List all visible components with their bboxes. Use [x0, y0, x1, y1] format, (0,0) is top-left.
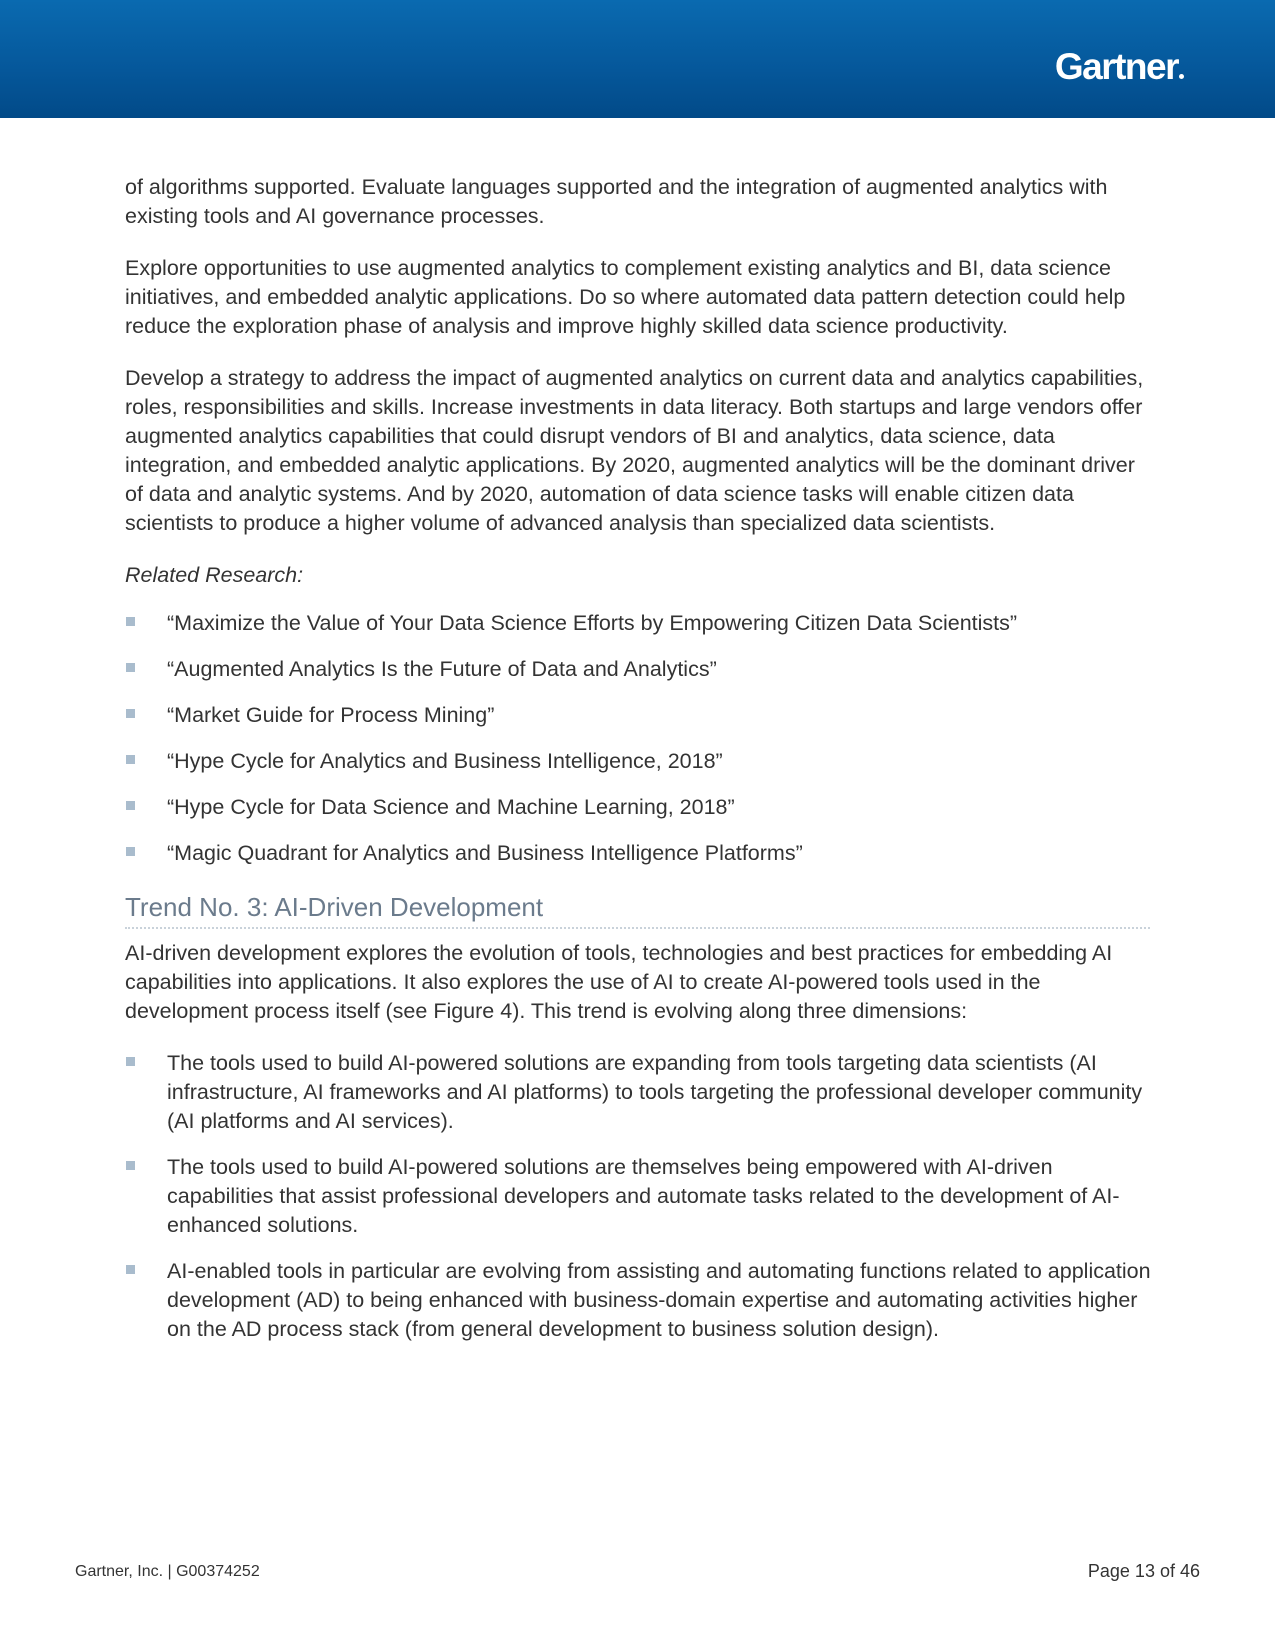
bullet-square-icon: [126, 709, 135, 718]
bullet-square-icon: [126, 1265, 135, 1274]
gartner-logo: [1055, 48, 1184, 85]
related-research-item: [125, 609, 1155, 638]
related-research-text: “Maximize the Value of Your Data Science Efforts by Empowering Citizen Data Scientists”: [167, 611, 1018, 635]
related-research-label: Related Research:: [125, 563, 304, 587]
dimension-text: The tools used to build AI-powered solutions are expanding from tools targeting data scientists (AI infrastructure, AI frameworks and AI platforms) to tools targeting the professional developer community (AI platforms and AI services).: [167, 1051, 1143, 1133]
logo-dot-icon: [1179, 74, 1184, 79]
section-intro-paragraph: AI-driven development explores the evolution of tools, technologies and best practices for embedding AI capabilities into applications. It also explores the use of AI to create AI-powered tools used in the development process itself (see Figure 4). This trend is evolving along three dimensions:: [125, 941, 1113, 1023]
page-content: [125, 173, 1155, 1361]
body-paragraph-3: Develop a strategy to address the impact of augmented analytics on current data and analytics capabilities, roles, responsibilities and skills. Increase investments in data literacy. Both startups and large vendors offer augmented analytics capabilities that could disrupt vendors of BI and analytics, data science, data integration, and embedded analytic applications. By 2020, augmented analytics will be the dominant driver of data and analytic systems. And by 2020, automation of data science tasks will enable citizen data scientists to produce a higher volume of advanced analysis than specialized data scientists.: [125, 366, 1144, 535]
bullet-square-icon: [126, 1057, 135, 1066]
header-band: [0, 0, 1275, 118]
dimensions-list: [125, 1049, 1155, 1344]
related-research-text: “Hype Cycle for Data Science and Machine Learning, 2018”: [167, 795, 735, 819]
related-research-text: “Augmented Analytics Is the Future of Data and Analytics”: [167, 657, 717, 681]
footer-page-number: Page 13 of 46: [1087, 1561, 1200, 1581]
bullet-square-icon: [126, 847, 135, 856]
section-heading: Trend No. 3: AI-Driven Development: [125, 892, 544, 922]
footer-document-id: Gartner, Inc. | G00374252: [75, 1563, 260, 1580]
bullet-square-icon: [126, 617, 135, 626]
related-research-item: [125, 839, 1155, 868]
dimension-text: AI-enabled tools in particular are evolving from assisting and automating functions related to application development (AD) to being enhanced with business-domain expertise and automating activities higher on the AD process stack (from general development to business solution design).: [167, 1259, 1151, 1341]
related-research-item: [125, 655, 1155, 684]
related-research-text: “Hype Cycle for Analytics and Business Intelligence, 2018”: [167, 749, 723, 773]
dimension-item: [125, 1153, 1155, 1240]
related-research-text: “Market Guide for Process Mining”: [167, 703, 495, 727]
logo-text: Gartner: [1054, 46, 1178, 87]
dimension-text: The tools used to build AI-powered solutions are themselves being empowered with AI-driven capabilities that assist professional developers and automate tasks related to the development of AI-enhanced solutions.: [167, 1155, 1120, 1237]
bullet-square-icon: [126, 801, 135, 810]
related-research-text: “Magic Quadrant for Analytics and Business Intelligence Platforms”: [167, 841, 803, 865]
dimension-item: [125, 1049, 1155, 1136]
bullet-square-icon: [126, 663, 135, 672]
bullet-square-icon: [126, 755, 135, 764]
dimension-item: [125, 1257, 1155, 1344]
related-research-item: [125, 793, 1155, 822]
body-paragraph-1: of algorithms supported. Evaluate languages supported and the integration of augmented analytics with existing tools and AI governance processes.: [125, 175, 1108, 228]
related-research-list: [125, 609, 1155, 868]
heading-divider: [125, 927, 1150, 929]
related-research-item: [125, 701, 1155, 730]
bullet-square-icon: [126, 1161, 135, 1170]
related-research-item: [125, 747, 1155, 776]
body-paragraph-2: Explore opportunities to use augmented analytics to complement existing analytics and BI, data science initiatives, and embedded analytic applications. Do so where automated data pattern detection could help reduce the exploration phase of analysis and improve highly skilled data science productivity.: [125, 256, 1126, 338]
